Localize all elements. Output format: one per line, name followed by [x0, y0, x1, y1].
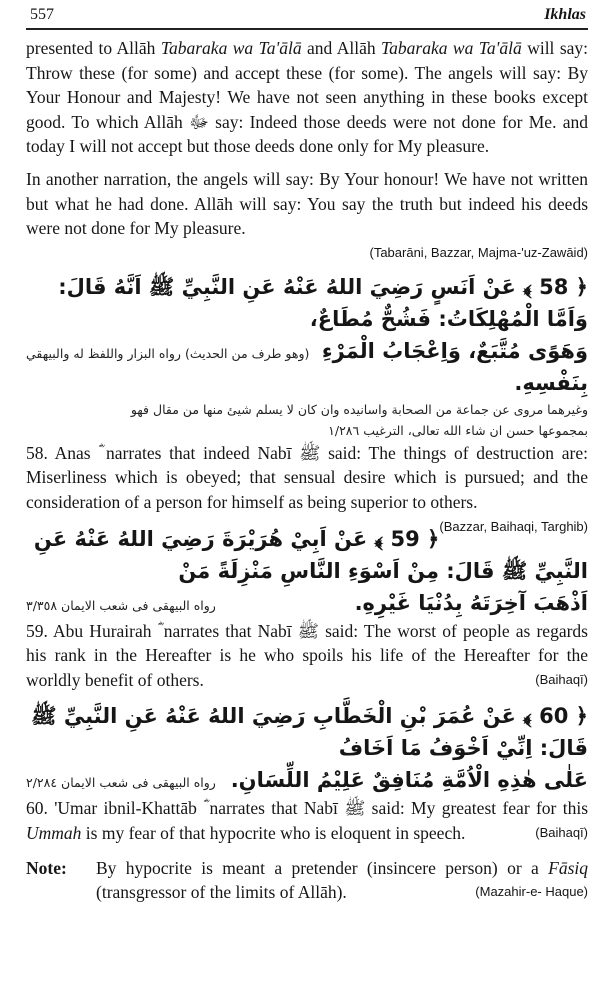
- hadith-58-arabic: [26, 271, 588, 441]
- hadith-60-arabic-reference: رواه البيهقى فى شعب الايمان ٢/٢٨٤: [26, 775, 216, 791]
- hadith-59-arabic-reference: رواه البيهقى فى شعب الايمان ٣/٣٥٨: [26, 597, 216, 613]
- hadith-58-reference-line-1: وغيرهما مروى عن جماعة من الصحابة واسانيده وان كان لا يسلم شيئ منها من مقال فهو: [130, 401, 588, 417]
- hadith-58-reference-line-2: بمجموعها حسن ان شاء الله تعالى، الترغيب ١/٢٨٦: [328, 422, 588, 438]
- chapter-title: Ikhlas: [544, 6, 586, 23]
- note-source: (Mazahir-e- Haque): [475, 884, 588, 900]
- note-block: [26, 856, 588, 905]
- narration-source: (Tabarāni, Bazzar, Majma-'uz-Zawāid): [369, 244, 588, 260]
- page-number: 557: [30, 6, 54, 23]
- another-narration: In another narration, the angels will say: By Your honour! We have not written but what he had done. Allāh will say: You say the truth but indeed his deeds were not done for My pleasure.: [26, 168, 588, 239]
- hadith-60-translation: 60. 'Umar ibnil-Khattāb ؓ narrates that Nabī ﷺ said: My greatest fear for this Ummah is my fear of that hypocrite who is eloquent in speech. (Baihaqī): [26, 796, 588, 845]
- hadith-58-arabic-line-2: وَهَوًى مُتَّبَعٌ، وَاِعْجَابُ الْمَرْءِ بِنَفْسِهِ.: [321, 338, 588, 395]
- hadith-58-arabic-reference: (وهو طرف من الحديث) رواه البزار واللفظ له والبيهقي: [26, 345, 310, 361]
- continued-paragraph: presented to Allāh Tabaraka wa Ta'ālā and Allāh Tabaraka wa Ta'ālā will say: Throw these (for some) and accept these (for some). The angels will say: By Your Honour and Majesty! We have not seen anything in these books except good. To which Allāh ﷻ say: Indeed those deeds were not done for Me. and today I will not accept but those deeds done only for My pleasure.: [26, 38, 589, 157]
- hadith-58-arabic-line-1: ﴿ 58 ﴾ عَنْ اَنَسٍ رَضِيَ اللهُ عَنْهُ عَنِ النَّبِيِّ ﷺ اَنَّهُ قَالَ: وَاَمَّا الْمُهْلِكَاتُ: فَشُحٌّ مُطَاعٌ،: [58, 274, 588, 331]
- hadith-59-arabic-line-2: اَذْهَبَ آخِرَتَهُ بِدُنْيَا غَيْرِهِ.: [354, 590, 588, 615]
- hadith-59-arabic-line-1: ﴿ 59 ﴾ عَنْ اَبِيْ هُرَيْرَةَ رَضِيَ اللهُ عَنْهُ عَنِ النَّبِيِّ ﷺ قَالَ: مِنْ اَسْوَءِ النَّاسِ مَنْزِلَةً مَنْ: [33, 526, 588, 583]
- hadith-58-translation: 58. Anas ؓ narrates that indeed Nabī ﷺ said: The things of destruction are: Miserliness which is obeyed; that sensual desire which is pursued; and the consideration of a person for himself as being superior to others. (Bazzar, Baihaqi, Targhib): [26, 441, 588, 515]
- hadith-60-arabic-line-1: ﴿ 60 ﴾ عَنْ عُمَرَ بْنِ الْخَطَّابِ رَضِيَ اللهُ عَنْهُ عَنِ النَّبِيِّ ﷺ قَالَ: اِنِّيْ اَخْوَفُ مَا اَخَافُ: [31, 704, 588, 761]
- page-header: [26, 0, 588, 30]
- hadith-60-source: (Baihaqī): [535, 824, 588, 840]
- hadith-60-arabic: [26, 700, 588, 796]
- note-text: By hypocrite is meant a pretender (insincere person) or a Fāsiq (transgressor of the limits of Allāh). (Mazahir-e- Haque): [96, 856, 588, 905]
- hadith-59-source: (Baihaqī): [535, 671, 588, 687]
- hadith-59-translation: 59. Abu Hurairah ؓ narrates that Nabī ﷺ said: The worst of people as regards his rank in the Hereafter is he who spoils his life of the Hereafter for the worldly benefit of others. (Baihaqī): [26, 619, 588, 693]
- note-label: Note:: [26, 857, 67, 878]
- hadith-58-source: (Bazzar, Baihaqi, Targhib): [439, 518, 588, 534]
- hadith-60-arabic-line-2: عَلٰى هٰذِهِ الْاُمَّةِ مُنَافِقٌ عَلِيْمُ اللِّسَانِ.: [230, 768, 588, 793]
